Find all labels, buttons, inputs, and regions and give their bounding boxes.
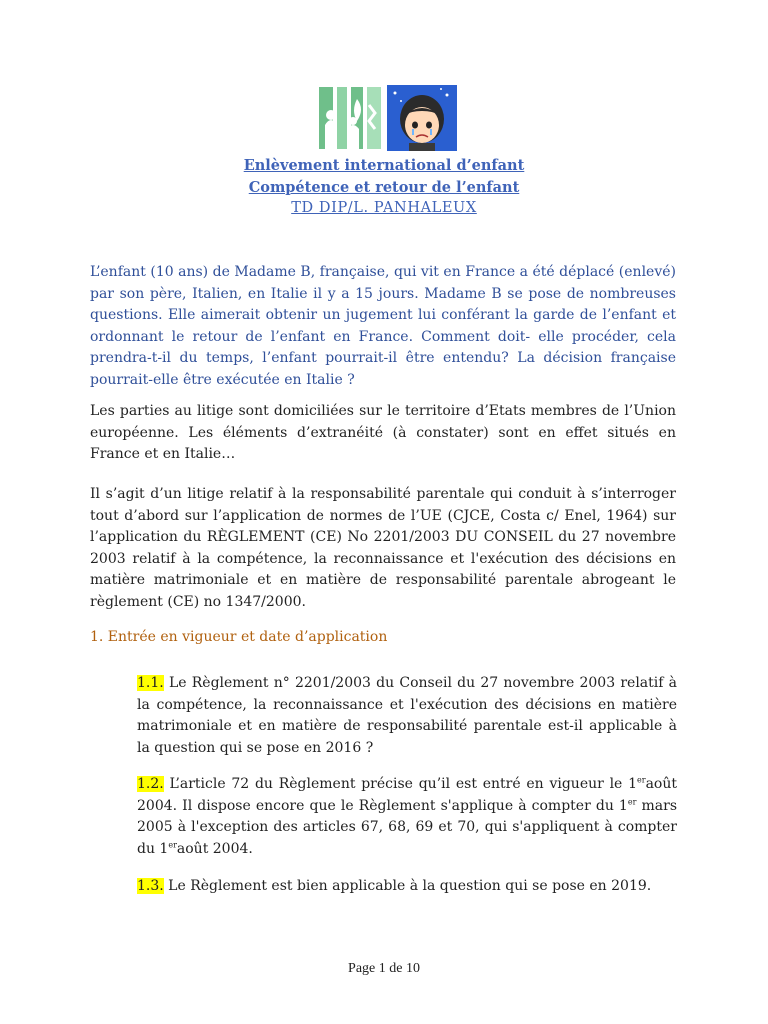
document-title: Enlèvement international d’enfant bbox=[243, 157, 525, 174]
paragraph-parties: Les parties au litige sont domiciliées sur le territoire d’Etats membres de l’Union européenne. Les éléments d’extranéité (à constater) sont en effet situés en France et en Italie… bbox=[90, 403, 676, 462]
item-1-3 bbox=[137, 876, 677, 898]
superscript: er bbox=[637, 775, 646, 785]
item-text-b: août 2004. Il dispose encore que le Règlement s'applique à compter du 1 bbox=[137, 776, 677, 814]
section-heading-1: 1. Entrée en vigueur et date d’application bbox=[90, 629, 388, 645]
superscript: er bbox=[627, 796, 637, 806]
item-text-d: août 2004. bbox=[176, 840, 253, 857]
intro-paragraph: L’enfant (10 ans) de Madame B, française, qui vit en France a été déplacé (enlevé) par son père, Italien, en Italie il y a 15 jours. Madame B se pose de nombreuses questions. Elle aimerait obtenir un jugement lui conférant la garde de l’enfant et ordonnant le retour de l’enfant en France. Comment doit- elle procéder, cela prendra-t-il du temps, l’enfant pourrait-il être entendu? La décision française pourrait-elle être exécutée en Italie ? bbox=[90, 264, 676, 388]
item-text: Le Règlement n° 2201/2003 du Conseil du 27 novembre 2003 relatif à la compétence, la reconnaissance et l'exécution des décisions en matière matrimoniale et en matière de responsabilité parentale est-il applicable à la question qui se pose en 2016 ? bbox=[137, 675, 677, 756]
item-1-1 bbox=[137, 673, 677, 759]
page-number-footer: Page 1 de 10 bbox=[348, 961, 420, 976]
item-number-highlight: 1.1. bbox=[137, 675, 164, 691]
paragraph-regulation: Il s’agit d’un litige relatif à la responsabilité parentale qui conduit à s’interroger tout d’abord sur l’application de normes de l’UE (CJCE, Costa c/ Enel, 1964) sur l’application du RÈGLEMENT (CE) No 2201/2003 DU CONSEIL du 27 novembre 2003 relatif à la compétence, la reconnaissance et l'exécution des décisions en matière matrimoniale et en matière de responsabilité parentale abrogeant le règlement (CE) no 1347/2000. bbox=[90, 486, 676, 610]
superscript: er bbox=[168, 839, 177, 849]
item-number-highlight: 1.2. bbox=[137, 776, 164, 792]
child-abduction-logo bbox=[317, 85, 457, 151]
item-number-highlight: 1.3. bbox=[137, 878, 164, 894]
header-illustration bbox=[317, 85, 457, 151]
document-title-line2: Compétence et retour de l’enfant bbox=[248, 178, 520, 196]
document-header bbox=[0, 155, 768, 220]
item-text-a: L’article 72 du Règlement précise qu’il est entré en vigueur le 1 bbox=[163, 776, 638, 792]
item-1-2 bbox=[137, 774, 677, 860]
item-text: Le Règlement est bien applicable à la question qui se pose en 2019. bbox=[163, 878, 652, 894]
item-text-c: mars 2005 à l'exception des articles 67, 68, 69 et 70, qui s'appliquent à compter du 1 bbox=[137, 797, 678, 857]
document-subtitle: TD DIP/L. PANHALEUX bbox=[291, 200, 477, 216]
